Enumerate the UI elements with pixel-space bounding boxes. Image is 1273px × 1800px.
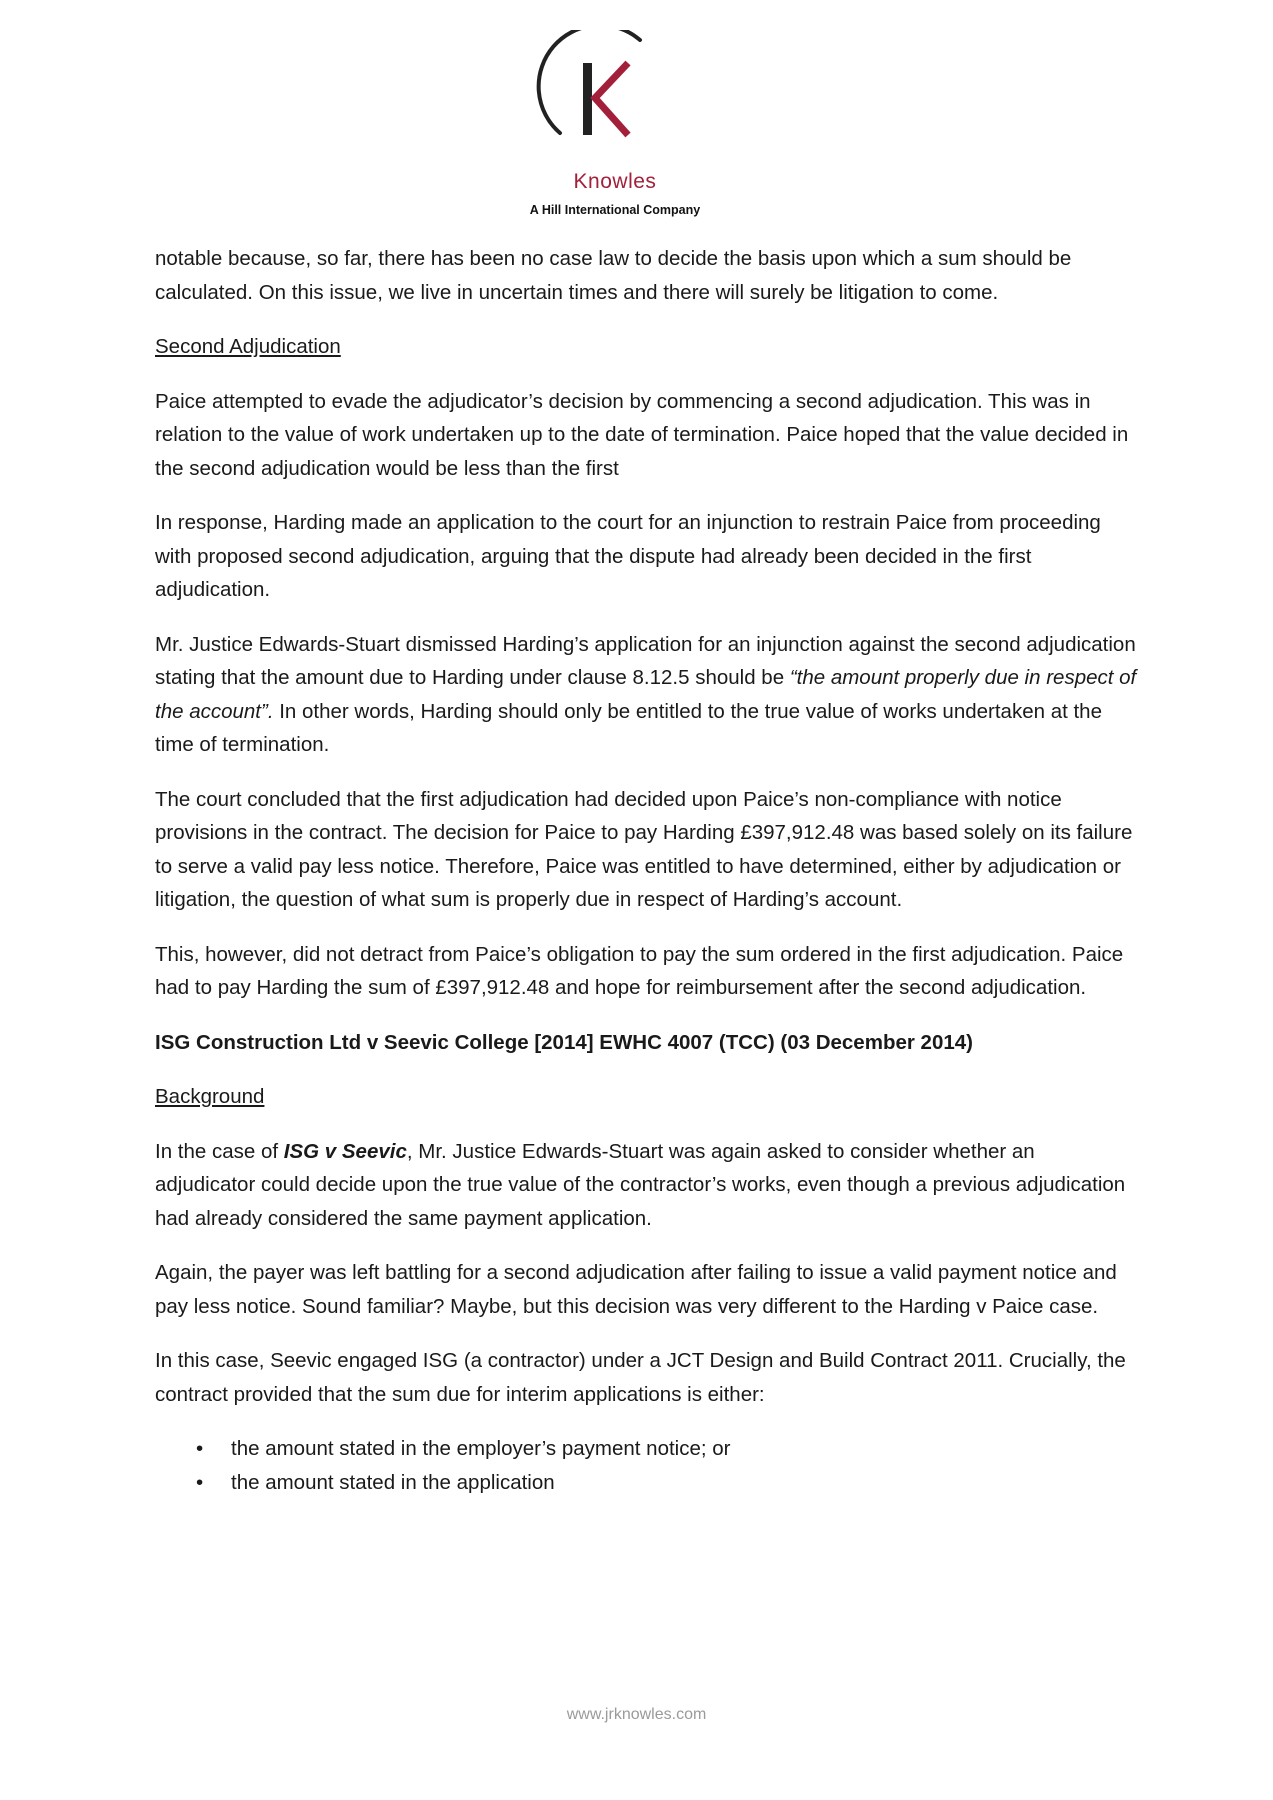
footer-url: www.jrknowles.com — [566, 1706, 707, 1723]
quoted-text: “the amount properly due in respect of the account”. — [155, 666, 1137, 723]
paragraph: notable because, so far, there has been no case law to decide the basis upon which a sum should be calculated. On this issue, we live in uncertain times and there will surely be litigation to come. — [155, 247, 1072, 304]
bullet-icon: • — [196, 1437, 204, 1460]
list-item — [155, 1432, 1140, 1466]
case-name: ISG v Seevic — [283, 1139, 407, 1163]
company-name: Knowles — [573, 170, 657, 193]
paragraph-text: In other words, Harding should only be entitled to the true value of works undertaken at the time of termination. — [155, 699, 1102, 756]
paragraph-text: Mr. Justice Edwards-Stuart dismissed Harding’s application for an injunction against the second adjudication stating that the amount due to Harding under clause 8.12.5 should be — [155, 632, 1136, 689]
paragraph: Paice attempted to evade the adjudicator’s decision by commencing a second adjudication. This was in relation to the value of work undertaken up to the date of termination. Paice hoped that the value decided in the second adjudication would be less than the first — [155, 389, 1129, 480]
paragraph-text: , Mr. Justice Edwards-Stuart was again asked to consider whether an adjudicator could decide upon the true value of the contractor’s works, even though a previous adjudication had already considered the same payment application. — [155, 1139, 1126, 1230]
paragraph: In this case, Seevic engaged ISG (a contractor) under a JCT Design and Build Contract 2011. Crucially, the contract provided that the sum due for interim applications is either: — [155, 1349, 1126, 1406]
bullet-list — [155, 1432, 1140, 1499]
paragraph-text: In the case of — [155, 1139, 284, 1163]
logo-k-arc-icon — [500, 30, 730, 170]
list-item-text: the amount stated in the employer’s payment notice; or — [231, 1437, 731, 1460]
section-heading-background: Background — [155, 1085, 265, 1108]
section-heading-second-adjudication: Second Adjudication — [155, 335, 341, 358]
paragraph — [155, 628, 1140, 762]
document-body — [155, 242, 1140, 1499]
company-logo — [500, 30, 730, 230]
list-item-text: the amount stated in the application — [231, 1470, 555, 1494]
paragraph: This, however, did not detract from Paice’s obligation to pay the sum ordered in the first adjudication. Paice had to pay Harding the sum of £397,912.48 and hope for reimbursement after the second adjudication. — [155, 942, 1124, 999]
paragraph: Again, the payer was left battling for a second adjudication after failing to issue a valid payment notice and pay less notice. Sound familiar? Maybe, but this decision was very different to the Harding v Paice case. — [155, 1261, 1117, 1318]
paragraph — [155, 1135, 1140, 1236]
paragraph: The court concluded that the first adjudication had decided upon Paice’s non-compliance with notice provisions in the contract. The decision for Paice to pay Harding £397,912.48 was based solely on its failure to serve a valid pay less notice. Therefore, Paice was entitled to have determined, either by adjudication or litigation, the question of what sum is properly due in respect of Harding’s account. — [155, 787, 1133, 911]
company-tagline: A Hill International Company — [529, 203, 701, 217]
case-title: ISG Construction Ltd v Seevic College [2014] EWHC 4007 (TCC) (03 December 2014) — [155, 1030, 973, 1054]
list-item — [155, 1466, 1140, 1500]
bullet-icon: • — [196, 1470, 204, 1494]
paragraph: In response, Harding made an application to the court for an injunction to restrain Paice from proceeding with proposed second adjudication, arguing that the dispute had already been decided in the first adjudication. — [155, 511, 1101, 601]
